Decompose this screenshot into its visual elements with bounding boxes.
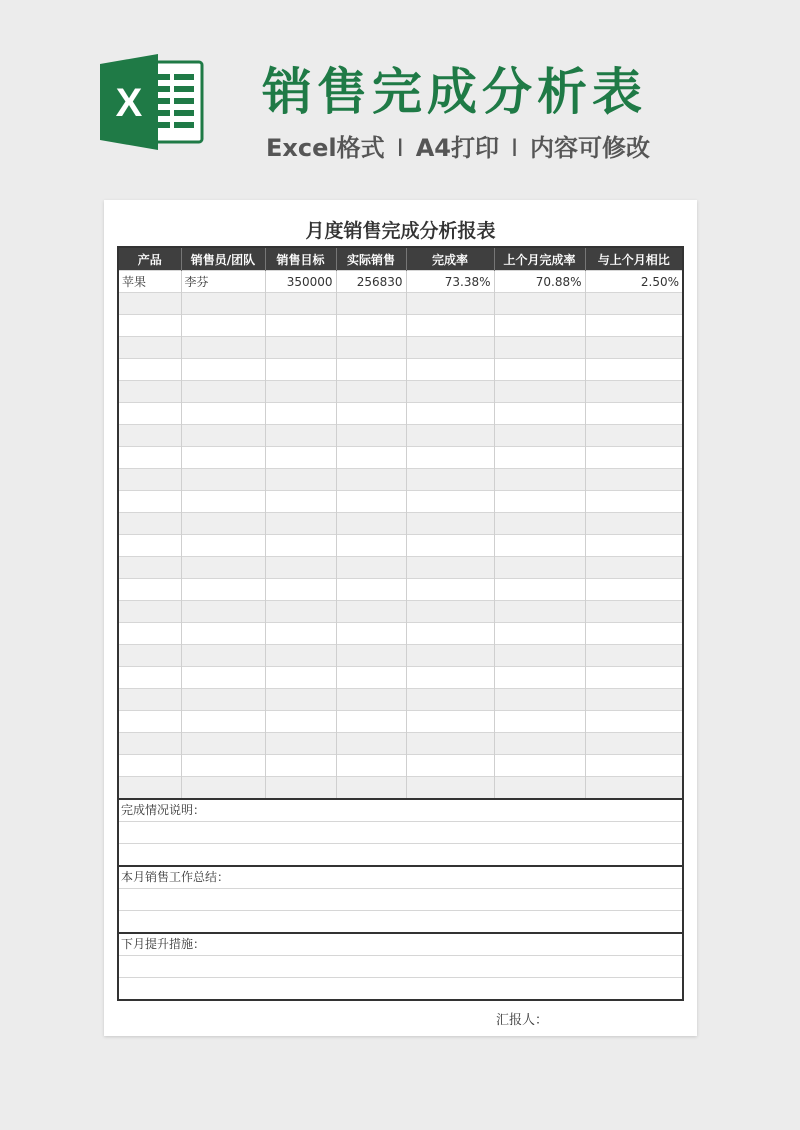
table-cell[interactable] — [406, 645, 494, 667]
table-cell[interactable] — [494, 733, 585, 755]
sheet-title: 月度销售完成分析报表 — [305, 220, 496, 242]
table-cell[interactable] — [406, 777, 494, 799]
table-cell[interactable] — [181, 535, 265, 557]
table-cell[interactable] — [181, 513, 265, 535]
table-cell[interactable] — [336, 777, 406, 799]
note-label[interactable]: 本月销售工作总结： — [121, 870, 230, 884]
table-cell[interactable] — [336, 645, 406, 667]
subtitle-separator: I — [510, 134, 519, 162]
table-cell[interactable] — [336, 447, 406, 469]
table-cell[interactable] — [181, 447, 265, 469]
table-cell[interactable] — [494, 491, 585, 513]
report-sheet — [104, 200, 697, 1036]
table-cell[interactable] — [406, 359, 494, 381]
table-cell[interactable] — [336, 469, 406, 491]
table-cell[interactable] — [119, 337, 181, 359]
table-cell[interactable] — [265, 711, 336, 733]
table-row — [119, 513, 682, 535]
table-cell[interactable] — [265, 557, 336, 579]
table-row — [119, 293, 682, 315]
table-cell[interactable] — [119, 447, 181, 469]
table-cell[interactable] — [585, 425, 682, 447]
cell-product[interactable]: 苹果 — [119, 271, 181, 293]
table-cell[interactable] — [119, 513, 181, 535]
table-cell[interactable] — [181, 315, 265, 337]
table-cell[interactable] — [494, 557, 585, 579]
table-cell[interactable] — [585, 645, 682, 667]
table-cell[interactable] — [181, 733, 265, 755]
table-row — [119, 447, 682, 469]
table-cell[interactable] — [336, 579, 406, 601]
table-cell[interactable] — [494, 645, 585, 667]
table-cell[interactable] — [406, 557, 494, 579]
table-cell[interactable] — [181, 755, 265, 777]
table-cell[interactable] — [181, 557, 265, 579]
table-cell[interactable] — [265, 447, 336, 469]
col-header-compare[interactable]: 与上个月相比 — [585, 248, 682, 271]
table-cell[interactable] — [494, 667, 585, 689]
note-line[interactable] — [119, 977, 682, 999]
col-header-rate[interactable]: 完成率 — [406, 248, 494, 271]
table-cell[interactable] — [585, 733, 682, 755]
logo-letter: X — [115, 81, 143, 125]
table-cell[interactable] — [406, 425, 494, 447]
table-cell[interactable] — [494, 777, 585, 799]
table-cell[interactable] — [494, 623, 585, 645]
table-cell[interactable] — [265, 513, 336, 535]
table-cell[interactable] — [336, 337, 406, 359]
table-cell[interactable] — [406, 315, 494, 337]
table-cell[interactable] — [585, 535, 682, 557]
table-row — [119, 579, 682, 601]
table-cell[interactable] — [494, 513, 585, 535]
table-cell[interactable] — [494, 447, 585, 469]
subtitle-format: Excel格式 — [266, 134, 385, 162]
table-cell[interactable] — [119, 667, 181, 689]
table-cell[interactable] — [119, 623, 181, 645]
table-cell[interactable] — [406, 579, 494, 601]
table-cell[interactable] — [336, 601, 406, 623]
table-row — [119, 359, 682, 381]
table-cell[interactable] — [181, 667, 265, 689]
notes-section — [119, 798, 682, 999]
table-cell[interactable] — [406, 711, 494, 733]
table-cell[interactable] — [494, 337, 585, 359]
table-cell[interactable] — [336, 711, 406, 733]
table-row — [119, 381, 682, 403]
table-cell[interactable] — [494, 315, 585, 337]
table-cell[interactable] — [119, 425, 181, 447]
table-cell[interactable] — [181, 623, 265, 645]
table-cell[interactable] — [265, 645, 336, 667]
table-cell[interactable] — [406, 667, 494, 689]
table-cell[interactable] — [265, 359, 336, 381]
table-cell[interactable] — [494, 535, 585, 557]
banner — [0, 0, 800, 200]
table-cell[interactable] — [406, 469, 494, 491]
table-cell[interactable] — [265, 623, 336, 645]
table-cell[interactable] — [585, 711, 682, 733]
table-cell[interactable] — [406, 689, 494, 711]
table-cell[interactable] — [585, 491, 682, 513]
table-cell[interactable] — [336, 513, 406, 535]
table-cell[interactable] — [336, 667, 406, 689]
table-cell[interactable] — [336, 491, 406, 513]
table-row — [119, 777, 682, 799]
table-cell[interactable] — [406, 337, 494, 359]
subtitle-editable: 内容可修改 — [530, 134, 651, 162]
table-cell[interactable] — [585, 337, 682, 359]
banner-subtitle — [266, 128, 650, 163]
table-row — [119, 271, 682, 293]
table-cell[interactable] — [265, 579, 336, 601]
note-line[interactable] — [119, 888, 682, 910]
table-cell[interactable] — [181, 403, 265, 425]
table-cell[interactable] — [494, 381, 585, 403]
table-cell[interactable] — [119, 689, 181, 711]
table-cell[interactable] — [406, 755, 494, 777]
table-row — [119, 337, 682, 359]
table-cell[interactable] — [181, 469, 265, 491]
table-cell[interactable] — [494, 403, 585, 425]
table-cell[interactable] — [336, 535, 406, 557]
table-cell[interactable] — [181, 601, 265, 623]
table-cell[interactable] — [119, 403, 181, 425]
note-improvement — [119, 932, 682, 999]
subtitle-print: A4打印 — [415, 134, 499, 162]
col-header-salesperson[interactable]: 销售员/团队 — [181, 248, 265, 271]
table-cell[interactable] — [585, 513, 682, 535]
note-line[interactable] — [119, 910, 682, 932]
excel-logo-icon — [100, 52, 206, 152]
table-cell[interactable] — [265, 733, 336, 755]
table-cell[interactable] — [119, 601, 181, 623]
note-label[interactable]: 下月提升措施： — [121, 937, 206, 951]
table-cell[interactable] — [585, 403, 682, 425]
table-cell[interactable] — [119, 777, 181, 799]
table-cell[interactable] — [585, 667, 682, 689]
table-cell[interactable] — [494, 293, 585, 315]
table-cell[interactable] — [585, 359, 682, 381]
col-header-last-rate[interactable]: 上个月完成率 — [494, 248, 585, 271]
table-cell[interactable] — [494, 755, 585, 777]
table-cell[interactable] — [265, 535, 336, 557]
table-cell[interactable] — [119, 733, 181, 755]
note-summary — [119, 865, 682, 932]
note-label[interactable]: 完成情况说明： — [121, 803, 206, 817]
table-cell[interactable] — [585, 689, 682, 711]
table-cell[interactable] — [406, 733, 494, 755]
table-row — [119, 315, 682, 337]
table-header-row — [119, 248, 682, 271]
table-cell[interactable] — [119, 469, 181, 491]
table-cell[interactable] — [119, 359, 181, 381]
table-cell[interactable] — [181, 425, 265, 447]
table-cell[interactable] — [585, 777, 682, 799]
table-cell[interactable] — [181, 337, 265, 359]
cell-rate[interactable]: 73.38% — [406, 271, 494, 293]
table-cell[interactable] — [265, 491, 336, 513]
cell-actual[interactable]: 256830 — [336, 271, 406, 293]
subtitle-separator: I — [396, 134, 404, 162]
table-cell[interactable] — [181, 293, 265, 315]
table-cell[interactable] — [336, 733, 406, 755]
table-cell[interactable] — [336, 403, 406, 425]
table-cell[interactable] — [336, 425, 406, 447]
table-cell[interactable] — [265, 337, 336, 359]
table-cell[interactable] — [494, 689, 585, 711]
table-cell[interactable] — [406, 381, 494, 403]
table-cell[interactable] — [585, 755, 682, 777]
table-cell[interactable] — [494, 711, 585, 733]
col-header-target[interactable]: 销售目标 — [265, 248, 336, 271]
note-line[interactable] — [119, 843, 682, 865]
table-cell[interactable] — [265, 293, 336, 315]
table-cell[interactable] — [119, 711, 181, 733]
sales-table — [119, 248, 682, 798]
table-cell[interactable] — [585, 381, 682, 403]
table-cell[interactable] — [336, 755, 406, 777]
table-cell[interactable] — [119, 557, 181, 579]
table-cell[interactable] — [181, 579, 265, 601]
cell-compare[interactable]: 2.50% — [585, 271, 682, 293]
table-cell[interactable] — [336, 359, 406, 381]
table-cell[interactable] — [119, 535, 181, 557]
table-cell[interactable] — [119, 491, 181, 513]
table-cell[interactable] — [181, 491, 265, 513]
reporter-label: 汇报人： — [496, 1013, 549, 1028]
table-cell[interactable] — [336, 293, 406, 315]
table-cell[interactable] — [336, 689, 406, 711]
table-cell[interactable] — [181, 689, 265, 711]
col-header-actual[interactable]: 实际销售 — [336, 248, 406, 271]
note-line[interactable] — [119, 955, 682, 977]
table-cell[interactable] — [585, 623, 682, 645]
table-cell[interactable] — [119, 755, 181, 777]
banner-title: 销售完成分析表 — [262, 63, 647, 121]
table-cell[interactable] — [265, 755, 336, 777]
table-cell[interactable] — [336, 557, 406, 579]
table-row — [119, 689, 682, 711]
table-cell[interactable] — [181, 777, 265, 799]
table-cell[interactable] — [181, 645, 265, 667]
table-row — [119, 557, 682, 579]
table-cell[interactable] — [406, 601, 494, 623]
table-row — [119, 535, 682, 557]
table-cell[interactable] — [119, 381, 181, 403]
table-cell[interactable] — [406, 491, 494, 513]
table-cell[interactable] — [494, 579, 585, 601]
table-cell[interactable] — [265, 667, 336, 689]
table-cell[interactable] — [336, 623, 406, 645]
table-cell[interactable] — [265, 315, 336, 337]
cell-salesperson[interactable]: 李芬 — [181, 271, 265, 293]
table-cell[interactable] — [336, 381, 406, 403]
table-row — [119, 733, 682, 755]
table-cell[interactable] — [406, 403, 494, 425]
report-grid — [117, 246, 684, 1001]
table-cell[interactable] — [119, 579, 181, 601]
table-cell[interactable] — [265, 777, 336, 799]
table-cell[interactable] — [406, 535, 494, 557]
table-cell[interactable] — [119, 315, 181, 337]
table-cell[interactable] — [181, 359, 265, 381]
note-completion — [119, 800, 682, 865]
table-cell[interactable] — [265, 689, 336, 711]
table-cell[interactable] — [494, 359, 585, 381]
table-row — [119, 469, 682, 491]
table-cell[interactable] — [585, 293, 682, 315]
table-cell[interactable] — [585, 315, 682, 337]
table-cell[interactable] — [265, 469, 336, 491]
table-row — [119, 425, 682, 447]
table-cell[interactable] — [265, 403, 336, 425]
table-cell[interactable] — [406, 293, 494, 315]
table-cell[interactable] — [181, 711, 265, 733]
table-cell[interactable] — [336, 315, 406, 337]
table-row — [119, 491, 682, 513]
table-row — [119, 667, 682, 689]
table-cell[interactable] — [181, 381, 265, 403]
table-cell[interactable] — [585, 447, 682, 469]
table-cell[interactable] — [585, 601, 682, 623]
table-cell[interactable] — [494, 469, 585, 491]
table-cell[interactable] — [494, 601, 585, 623]
table-cell[interactable] — [265, 381, 336, 403]
table-cell[interactable] — [406, 623, 494, 645]
table-cell[interactable] — [585, 557, 682, 579]
table-row — [119, 755, 682, 777]
table-row — [119, 601, 682, 623]
table-row — [119, 403, 682, 425]
table-cell[interactable] — [119, 293, 181, 315]
note-line[interactable] — [119, 821, 682, 843]
table-cell[interactable] — [585, 579, 682, 601]
table-row — [119, 623, 682, 645]
table-cell[interactable] — [585, 469, 682, 491]
table-cell[interactable] — [119, 645, 181, 667]
table-cell[interactable] — [494, 425, 585, 447]
table-cell[interactable] — [406, 513, 494, 535]
col-header-product[interactable]: 产品 — [119, 248, 181, 271]
table-cell[interactable] — [265, 601, 336, 623]
table-row — [119, 711, 682, 733]
table-cell[interactable] — [406, 447, 494, 469]
table-row — [119, 645, 682, 667]
cell-last-rate[interactable]: 70.88% — [494, 271, 585, 293]
cell-target[interactable]: 350000 — [265, 271, 336, 293]
table-cell[interactable] — [265, 425, 336, 447]
